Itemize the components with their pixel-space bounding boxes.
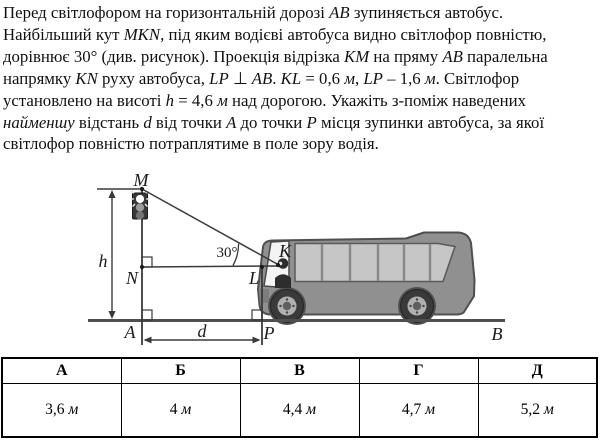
problem-line-7: світлофор повністю потраплятиме в поле зору водія. <box>3 134 379 154</box>
right-angle-mark-N <box>142 257 152 267</box>
bus-front-bumper <box>259 289 270 303</box>
driver-body <box>275 274 291 288</box>
problem-line-1: Перед світлофором на горизонтальній дорозі AB зупиняється автобус. <box>3 3 504 22</box>
answer-value: 4,4 <box>282 401 303 418</box>
traffic-light-lamp-bottom <box>136 211 144 219</box>
rear-wheel <box>401 290 434 323</box>
answer-unit: м <box>425 401 436 418</box>
problem-line-3: дорівнює 30° (див. рисунок). Проекція відрізка KM на пряму AB паралельна <box>3 46 548 66</box>
answer-value: 4 <box>169 401 178 418</box>
label-P: P <box>263 323 275 343</box>
answer-header-row <box>2 358 597 384</box>
point-L <box>260 265 264 269</box>
right-angle-mark-A <box>142 310 152 320</box>
answer-options-table <box>1 357 598 438</box>
point-K <box>276 263 280 267</box>
answer-value: 3,6 <box>45 401 65 418</box>
answer-cell-D <box>478 384 597 438</box>
answer-header-V: В <box>240 358 359 384</box>
label-h: h <box>98 251 108 271</box>
answer-value: 4,7 <box>401 401 422 418</box>
label-A: A <box>124 322 136 342</box>
problem-line-6: найменшу відстань d від точки A до точки P місця зупинки автобуса, за якої <box>3 112 545 132</box>
right-angle-mark-P <box>252 310 262 320</box>
label-L: L <box>248 268 260 288</box>
answer-unit: м <box>68 401 79 418</box>
answer-header-D: Д <box>478 358 597 384</box>
answer-value: 5,2 <box>520 401 541 418</box>
line-NK <box>142 266 278 267</box>
answer-cell-V <box>240 384 359 438</box>
answer-header-G: Г <box>359 358 478 384</box>
label-d: d <box>197 321 207 341</box>
answer-cell-G <box>359 384 478 438</box>
answer-cell-A <box>2 384 121 438</box>
problem-line-4: напрямку KN руху автобуса, LP ⊥ AB. KL = 0,6 м, LP – 1,6 м. Світлофор <box>3 68 520 88</box>
label-B: B <box>491 324 503 344</box>
problem-line-5: установлено на висоті h = 4,6 м над дорогою. Укажіть з-поміж наведених <box>3 90 526 110</box>
answer-unit: м <box>306 401 317 418</box>
sight-line-KM <box>142 189 278 265</box>
label-M: M <box>133 170 149 190</box>
answer-cell-B <box>121 384 240 438</box>
front-wheel <box>271 290 304 323</box>
answer-header-B: Б <box>121 358 240 384</box>
point-N <box>140 265 144 269</box>
traffic-light <box>131 190 150 220</box>
answer-value-row <box>2 384 597 438</box>
label-angle-30: 30° <box>216 245 238 261</box>
answer-unit: м <box>543 401 554 418</box>
answer-header-A: А <box>2 358 121 384</box>
problem-line-2: Найбільший кут MKN, під яким водієві автобуса видно світлофор повністю, <box>3 24 547 44</box>
answer-unit: м <box>181 401 192 418</box>
label-N: N <box>125 268 139 288</box>
traffic-light-lamp-middle <box>136 203 144 211</box>
traffic-light-lamp-lit <box>136 195 144 203</box>
label-K: K <box>278 241 292 261</box>
